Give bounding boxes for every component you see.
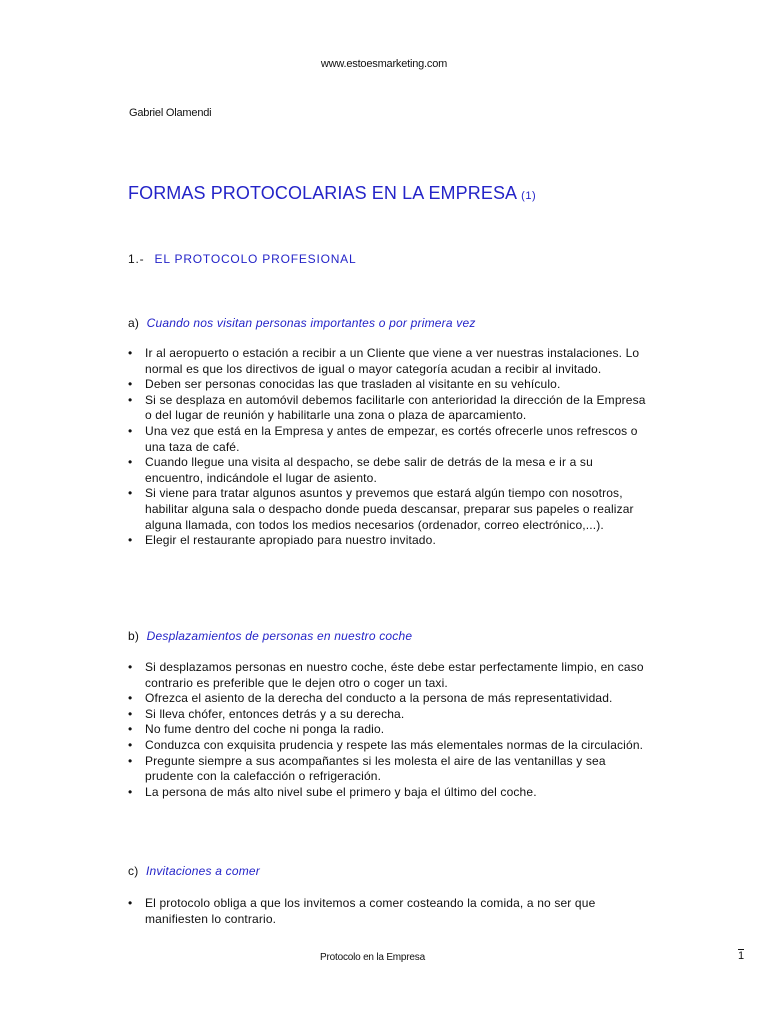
list-item: • Si desplazamos personas en nuestro coche, éste debe estar perfectamente limpio, en caso contrario es preferible que le dejen otro o coger un taxi. [128, 660, 648, 691]
list-item: • Una vez que está en la Empresa y antes de empezar, es cortés ofrecerle unos refrescos o una taza de café. [128, 424, 648, 455]
subsection-heading-b [128, 629, 412, 643]
list-item: • Ofrezca el asiento de la derecha del conducto a la persona de más representatividad. [128, 691, 648, 707]
subsection-title: Invitaciones a comer [145, 864, 261, 878]
document-title-text: FORMAS PROTOCOLARIAS EN LA EMPRESA [128, 183, 518, 203]
list-item: • Cuando llegue una visita al despacho, se debe salir de detrás de la mesa e ir a su encuentro, indicándole el lugar de asiento. [128, 455, 648, 486]
list-item: • Si se desplaza en automóvil debemos facilitarle con anterioridad la dirección de la Empresa o del lugar de reunión y habilitarle una zona o plaza de aparcamiento. [128, 393, 648, 424]
subsection-title: Cuando nos visitan personas importantes o por primera vez [146, 316, 476, 330]
subsection-label: c) [128, 864, 139, 878]
footer-text: Protocolo en la Empresa [320, 952, 425, 963]
list-item: • La persona de más alto nivel sube el primero y baja el último del coche. [128, 785, 648, 801]
section-heading [128, 252, 356, 266]
list-item: • Si lleva chófer, entonces detrás y a su derecha. [128, 707, 648, 723]
subsection-title: Desplazamientos de personas en nuestro coche [146, 629, 413, 643]
section-title: EL PROTOCOLO PROFESIONAL [154, 252, 357, 266]
list-item: • No fume dentro del coche ni ponga la radio. [128, 722, 648, 738]
section-number: 1.- [128, 252, 145, 266]
list-item: • Elegir el restaurante apropiado para nuestro invitado. [128, 533, 648, 549]
list-item: • Conduzca con exquisita prudencia y respete las más elementales normas de la circulación. [128, 738, 648, 754]
list-item: • Si viene para tratar algunos asuntos y prevemos que estará algún tiempo con nosotros, habilitar alguna sala o despacho donde pueda descansar, preparar sus papeles o realizar alguna llamada, con todos los medios necesarios (ordenador, correo electrónico,...). [128, 486, 648, 533]
bullet-list-a [128, 346, 648, 549]
list-item: • Deben ser personas conocidas las que trasladen al visitante en su vehículo. [128, 377, 648, 393]
subsection-label: a) [128, 316, 140, 330]
list-item: • El protocolo obliga a que los invitemos a comer costeando la comida, a no ser que manifiesten lo contrario. [128, 896, 648, 927]
subsection-heading-a [128, 316, 476, 330]
author-name: Gabriel Olamendi [129, 107, 212, 119]
subsection-heading-c [128, 864, 260, 878]
subsection-label: b) [128, 629, 140, 643]
list-item: • Ir al aeropuerto o estación a recibir a un Cliente que viene a ver nuestras instalaciones. Lo normal es que los directivos de igual o mayor categoría acudan a recibir al invitado. [128, 346, 648, 377]
title-footnote-marker: (1) [521, 190, 537, 202]
list-item: • Pregunte siempre a sus acompañantes si les molesta el aire de las ventanillas y sea prudente con la calefacción o refrigeración. [128, 754, 648, 785]
header-url: www.estoesmarketing.com [320, 58, 448, 70]
document-title [128, 183, 536, 204]
bullet-list-c [128, 896, 648, 927]
page-number: 1 [738, 950, 745, 962]
bullet-list-b [128, 660, 648, 800]
